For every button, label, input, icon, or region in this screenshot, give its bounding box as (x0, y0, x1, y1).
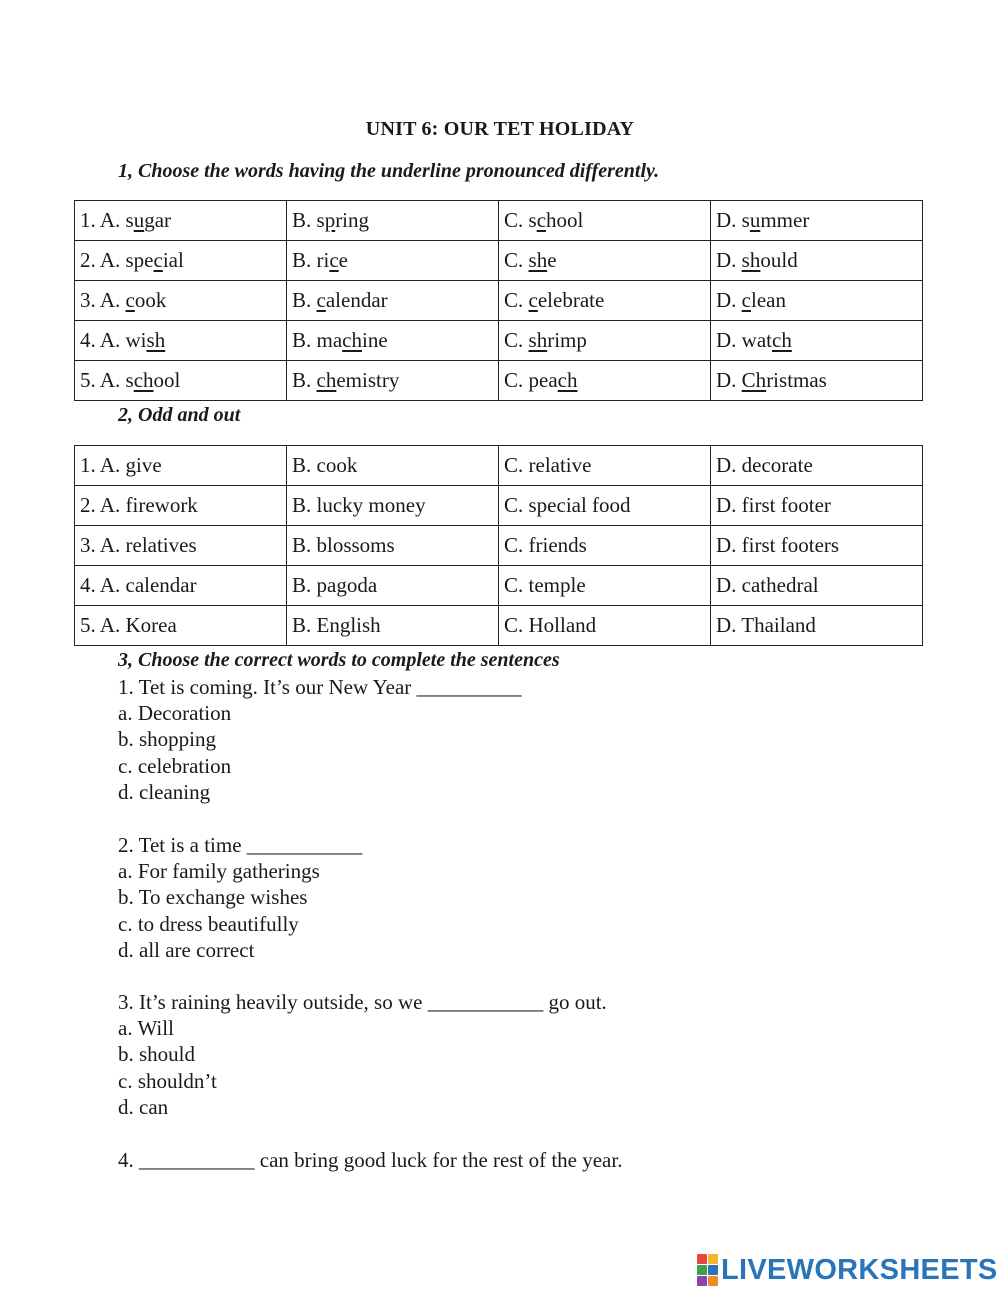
table-row (75, 526, 923, 566)
table-cell: 2. A. firework (75, 486, 287, 526)
cell-text: D. (716, 248, 742, 272)
table-cell: D. cathedral (711, 566, 923, 606)
table-cell: B. lucky money (287, 486, 499, 526)
cell-text: gar (144, 208, 172, 232)
underlined-letters: u (133, 208, 145, 232)
table-cell: D. first footer (711, 486, 923, 526)
question-text: 1. Tet is coming. It’s our New Year __________ (118, 675, 522, 699)
logo-cube (697, 1276, 707, 1286)
underlined-letters: ch (133, 368, 154, 392)
cell-text: ould (760, 248, 798, 272)
table-row (75, 281, 923, 321)
table-cell (499, 321, 711, 361)
table-cell: B. pagoda (287, 566, 499, 606)
cell-text: 1. A. s (80, 208, 134, 232)
question-text: 3. It’s raining heavily outside, so we ___________ go out. (118, 990, 607, 1014)
logo-text: LIVEWORKSHEETS (721, 1253, 998, 1286)
cell-text: ook (134, 288, 167, 312)
odd-one-out-table (74, 445, 923, 646)
answer-option[interactable]: d. can (118, 1094, 169, 1119)
table-cell: B. blossoms (287, 526, 499, 566)
cell-text: D. s (716, 208, 750, 232)
table-cell: D. first footers (711, 526, 923, 566)
underlined-letters: c (329, 248, 339, 272)
table-row (75, 446, 923, 486)
table-cell: C. relative (499, 446, 711, 486)
answer-option[interactable]: b. shopping (118, 727, 217, 752)
table-cell: C. special food (499, 486, 711, 526)
table-cell (287, 321, 499, 361)
section3-heading: 3, Choose the correct words to complete the sentences (118, 649, 560, 671)
answer-option[interactable]: a. Decoration (118, 701, 232, 726)
table-cell (287, 361, 499, 401)
table-row (75, 321, 923, 361)
cell-text: ial (162, 248, 184, 272)
answer-option[interactable]: b. should (118, 1042, 196, 1067)
table-row (75, 241, 923, 281)
table-row (75, 606, 923, 646)
table-cell (499, 281, 711, 321)
underlined-letters: c (153, 248, 163, 272)
question-3 (118, 989, 607, 1120)
cell-text: ring (335, 208, 370, 232)
table-cell (499, 241, 711, 281)
cell-text: ool (153, 368, 181, 392)
cell-text: e (338, 248, 348, 272)
answer-option[interactable]: d. all are correct (118, 937, 255, 962)
cell-text: C. s (504, 208, 537, 232)
table-cell (711, 321, 923, 361)
cell-text: hool (546, 208, 584, 232)
underlined-letters: c (528, 288, 538, 312)
question-text: 4. ___________ can bring good luck for the rest of the year. (118, 1148, 623, 1172)
table-cell (711, 281, 923, 321)
cell-text: 4. A. wi (80, 328, 147, 352)
underlined-letters: Ch (741, 368, 767, 392)
table-cell: 5. A. Korea (75, 606, 287, 646)
underlined-letters: sh (528, 328, 548, 352)
table-cell (711, 241, 923, 281)
cell-text: lean (751, 288, 786, 312)
logo-cube (697, 1254, 707, 1264)
cell-text: D. (716, 368, 742, 392)
answer-option[interactable]: b. To exchange wishes (118, 885, 308, 910)
table-cell (75, 321, 287, 361)
cell-text: ine (362, 328, 388, 352)
table-row (75, 566, 923, 606)
liveworksheets-logo (697, 1253, 998, 1287)
underlined-letters: c (125, 288, 135, 312)
logo-cubes-icon (697, 1254, 718, 1286)
table-row (75, 201, 923, 241)
table-cell (287, 201, 499, 241)
table-cell (499, 201, 711, 241)
cell-text: rimp (547, 328, 587, 352)
table-cell (75, 201, 287, 241)
underlined-letters: sh (741, 248, 761, 272)
cell-text: C. (504, 248, 529, 272)
question-text: 2. Tet is a time ___________ (118, 833, 363, 857)
answer-option[interactable]: d. cleaning (118, 779, 211, 804)
table-cell: 4. A. calendar (75, 566, 287, 606)
cell-text: B. s (292, 208, 325, 232)
cell-text: B. (292, 368, 317, 392)
table-cell: B. English (287, 606, 499, 646)
underlined-letters: u (749, 208, 761, 232)
underlined-letters: ch (772, 328, 792, 352)
underlined-letters: p (324, 208, 336, 232)
table-cell: 3. A. relatives (75, 526, 287, 566)
cell-text: D. (716, 288, 742, 312)
underlined-letters: sh (528, 248, 548, 272)
cell-text: 5. A. s (80, 368, 134, 392)
table-cell (75, 361, 287, 401)
table-cell (75, 281, 287, 321)
table-cell (287, 241, 499, 281)
table-cell (75, 241, 287, 281)
cell-text: C. pea (504, 368, 558, 392)
table-cell (711, 361, 923, 401)
logo-cube (708, 1265, 718, 1275)
table-cell: B. cook (287, 446, 499, 486)
underlined-letters: ch (316, 368, 337, 392)
page-title: UNIT 6: OUR TET HOLIDAY (365, 118, 635, 140)
cell-text: 2. A. spe (80, 248, 154, 272)
question-4 (118, 1147, 622, 1173)
question-2 (118, 832, 362, 963)
table-cell: C. Holland (499, 606, 711, 646)
underlined-letters: c (536, 208, 547, 232)
table-row (75, 486, 923, 526)
logo-cube (708, 1276, 718, 1286)
answer-option[interactable]: c. to dress beautifully (118, 911, 299, 936)
cell-text: B. ma (292, 328, 343, 352)
table-cell: D. Thailand (711, 606, 923, 646)
cell-text: e (547, 248, 557, 272)
underlined-letters: sh (146, 328, 166, 352)
logo-cube (697, 1265, 707, 1275)
table-row (75, 361, 923, 401)
cell-text: emistry (336, 368, 400, 392)
cell-text: ristmas (766, 368, 827, 392)
table-cell (499, 361, 711, 401)
cell-text: C. (504, 288, 529, 312)
underlined-letters: c (316, 288, 326, 312)
question-1 (118, 674, 522, 805)
section1-heading: 1, Choose the words having the underline pronounced differently. (118, 160, 660, 182)
pronunciation-table (74, 200, 923, 401)
answer-option[interactable]: a. Will (118, 1016, 174, 1041)
cell-text: C. (504, 328, 529, 352)
table-cell (711, 201, 923, 241)
answer-option[interactable]: a. For family gatherings (118, 859, 320, 884)
table-cell: C. friends (499, 526, 711, 566)
answer-option[interactable]: c. celebration (118, 753, 232, 778)
table-cell: 1. A. give (75, 446, 287, 486)
cell-text: B. (292, 288, 317, 312)
underlined-letters: ch (342, 328, 362, 352)
logo-cube (708, 1254, 718, 1264)
answer-option[interactable]: c. shouldn’t (118, 1068, 217, 1093)
cell-text: elebrate (537, 288, 605, 312)
cell-text: 3. A. (80, 288, 126, 312)
cell-text: alendar (325, 288, 388, 312)
underlined-letters: c (741, 288, 751, 312)
cell-text: mmer (760, 208, 810, 232)
cell-text: B. ri (292, 248, 330, 272)
underlined-letters: ch (557, 368, 578, 392)
cell-text: D. wat (716, 328, 772, 352)
section2-heading: 2, Odd and out (118, 404, 241, 426)
table-cell: C. temple (499, 566, 711, 606)
table-cell (287, 281, 499, 321)
table-cell: D. decorate (711, 446, 923, 486)
